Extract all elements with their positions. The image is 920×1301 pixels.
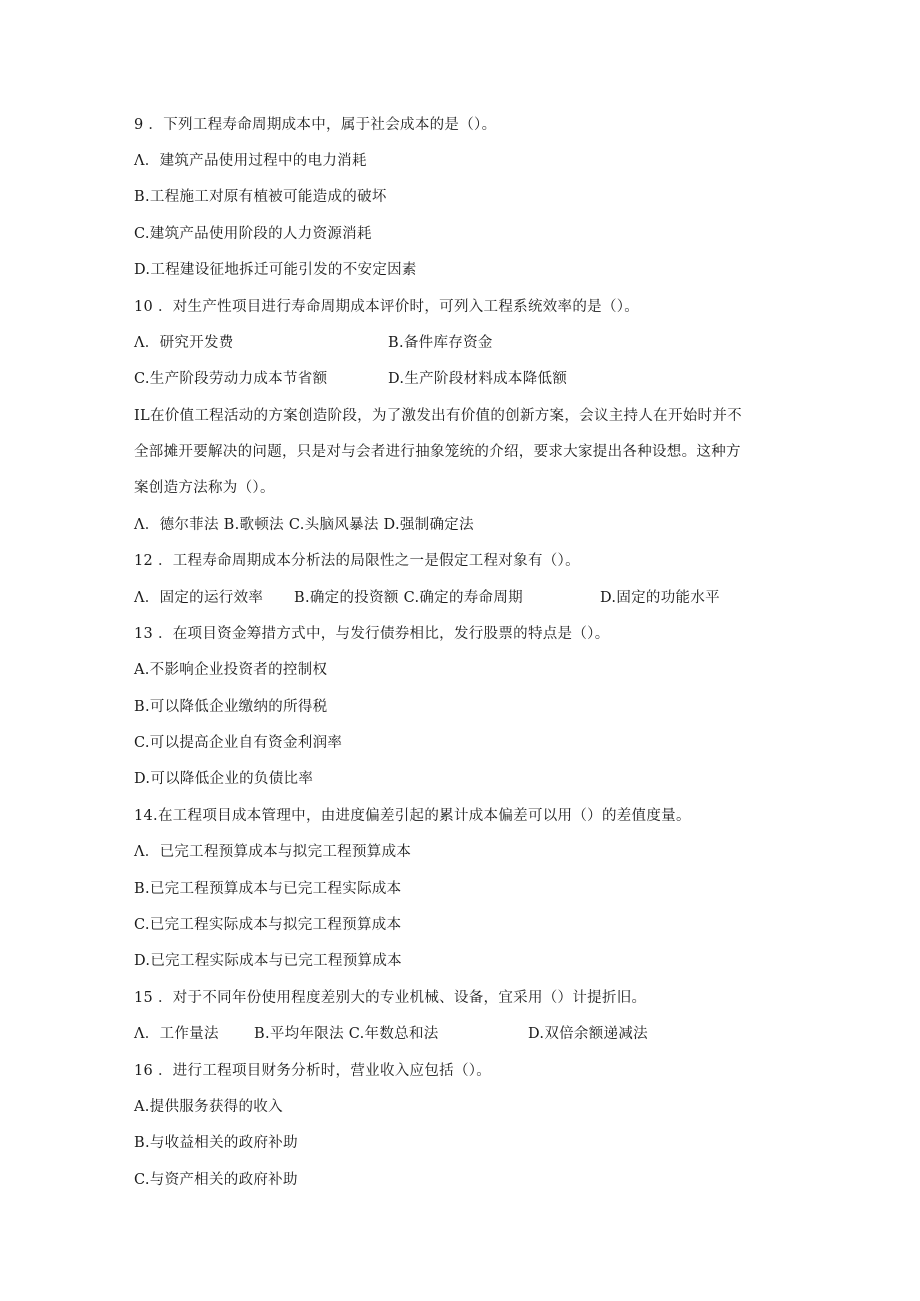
q10-option-c: C.生产阶段劳动力成本节省额 [134,371,328,387]
q12-stem: 12 ．工程寿命周期成本分析法的局限性之一是假定工程对象有（）。 [134,553,580,569]
q10-stem: 10 ．对生产性项目进行寿命周期成本评价时，可列入工程系统效率的是（）。 [134,299,640,315]
q11-line-1: IL在价值工程活动的方案创造阶段，为了激发出有价值的创新方案，会议主持人在开始时并不 [134,408,742,424]
q12-option-bc: B.确定的投资额 C.确定的寿命周期 [294,590,523,606]
q12-option-a: Λ．固定的运行效率 [134,590,264,606]
q14-option-c: C.已完工程实际成本与拟完工程预算成本 [134,917,402,933]
q14-option-a: Λ．已完工程预算成本与拟完工程预算成本 [134,844,412,860]
q13-option-c: C.可以提高企业自有资金利润率 [134,735,343,751]
q13-option-d: D.可以降低企业的负债比率 [134,771,314,787]
q9-option-b: B.工程施工对原有植被可能造成的破坏 [134,189,387,205]
q15-stem: 15 ．对于不同年份使用程度差别大的专业机械、设备，宜采用（）计提折旧。 [134,990,647,1006]
q9-option-a: Λ．建筑产品使用过程中的电力消耗 [134,153,367,169]
q10-option-a: Λ．研究开发费 [134,335,234,351]
q12-option-d: D.固定的功能水平 [600,590,720,606]
q15-option-d: D.双倍余额递减法 [528,1026,648,1042]
q15-option-a: Λ．工作量法 [134,1026,219,1042]
q16-stem: 16 ．进行工程项目财务分析时，营业收入应包括（）。 [134,1063,492,1079]
q11-options: Λ．德尔菲法 B.歌顿法 C.头脑风暴法 D.强制确定法 [134,517,474,533]
q14-option-d: D.已完工程实际成本与已完工程预算成本 [134,953,402,969]
q9-option-c: C.建筑产品使用阶段的人力资源消耗 [134,226,372,242]
q16-option-c: C.与资产相关的政府补助 [134,1172,298,1188]
q13-option-a: A.不影响企业投资者的控制权 [134,662,328,678]
q14-option-b: B.已完工程预算成本与已完工程实际成本 [134,881,402,897]
q15-option-bc: B.平均年限法 C.年数总和法 [254,1026,439,1042]
q9-option-d: D.工程建设征地拆迁可能引发的不安定因素 [134,262,417,278]
q11-line-2: 全部摊开要解决的问题，只是对与会者进行抽象笼统的介绍，要求大家提出各种设想。这种方 [134,444,741,460]
q13-stem: 13 ．在项目资金筹措方式中，与发行债券相比，发行股票的特点是（）。 [134,626,610,642]
q13-option-b: B.可以降低企业缴纳的所得税 [134,699,328,715]
q9-stem: 9 ．下列工程寿命周期成本中，属于社会成本的是（）。 [134,117,497,133]
q14-stem: 14.在工程项目成本管理中，由进度偏差引起的累计成本偏差可以用（）的差值度量。 [134,808,691,824]
q10-option-b: B.备件库存资金 [388,335,493,351]
q10-option-d: D.生产阶段材料成本降低额 [388,371,568,387]
q11-line-3: 案创造方法称为（）。 [134,480,275,496]
q16-option-b: B.与收益相关的政府补助 [134,1135,298,1151]
q16-option-a: A.提供服务获得的收入 [134,1099,283,1115]
